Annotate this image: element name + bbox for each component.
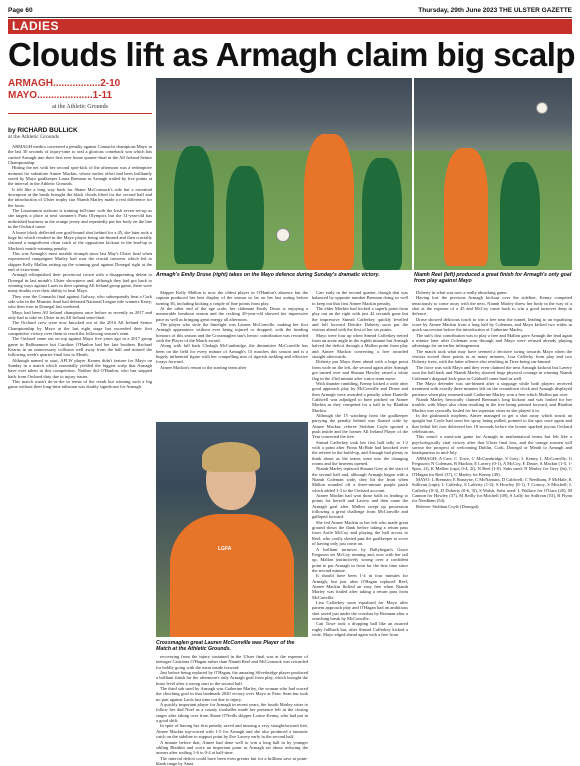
mayo-player-left xyxy=(174,146,214,264)
article-paragraph: Armagh relinquished their provincial crown with a disappointing defeat to Donegal in last month's Ulster showpiece and, although they had got back to winning ways against Laois in their opening All Ireland group game, there were many doubts over their ability to beat Mayo. xyxy=(8,272,152,294)
armagh-player-right xyxy=(304,134,354,270)
article-paragraph: The Orchard came out on top against Mayo five years ago in a 2017 group game in Ballinamore but Caroline O'Hanlon had her late brothers Rachael Kearns in an unnecessary collision well away from the ball and missed the following week's quarter-final loss to Meath. xyxy=(8,336,152,358)
article-paragraph: The interval deficit could have been even greater but for a brilliant save at point-blank range by Anna xyxy=(156,755,308,766)
article-paragraph: This match wasn't do-or-die in terms of the result but winning such a big game without their long-time talisman was doubly significant for Armagh. xyxy=(8,379,152,390)
article-paragraph: ARMAGH medics converted a penalty against Connacht champions Mayo in the last 30 seconds of injury-time to seal a glorious comeback win which has carried Armagh into their first ever home quarter-final in the All Ireland Senior Championship. xyxy=(8,144,152,166)
mayo-player-middle xyxy=(226,166,264,270)
article-paragraph: Sinead Cafferkey took her first half tally to 1-2 with a point after Fiona McHale had knocked over the referee in the build-up, and Armagh had plenty to think about as the teams went into the changing rooms and the heavens opened. xyxy=(312,439,408,466)
article-paragraph: They won the Connacht final against Galway, who subsequently beat a Cork side who in the Munster final had defeated National League title winners Kerry, who then won in Donegal last weekend. xyxy=(8,293,152,310)
article-paragraph: The player who stole the limelight was Lauren McConville, making her first Armagh appearance without ever being injured or dropped, with the heading honours of this season and the Crossmaglen star's heroic contribution was rewarded with the Player of the Match award. xyxy=(156,322,308,344)
article-column-1 xyxy=(8,144,152,731)
article-paragraph: Skipper Kelly Mallon is now the oldest player in O'Hanlon's absence but the captain produced her best display of the season so far on her last outing before turning 36, including kicking a couple of fine points from play. xyxy=(156,290,308,306)
article-paragraph: Mayo had been All Ireland champions once before as recently as 2017 and only had to take on Ulster in an All Ireland semi-final. xyxy=(8,309,152,320)
article-paragraph: At the other end of the age scale, her clubmate Emily Druse is enjoying a memorable breakout season and the crafting 20-year-old showed her impressive pace as well as bringing great energy all afternoon. xyxy=(156,306,308,322)
article-column-3 xyxy=(156,654,308,766)
sponsor-badge: LGFA xyxy=(218,546,232,552)
article-paragraph: Doherty in what was now a really absorbing game. xyxy=(416,290,508,295)
portrait-photo xyxy=(156,422,308,637)
article-paragraph: Although named to start, AFLW player Kearns didn't feature for Mayo on Sunday in a match which essentially yielded the biggest scalp that Armagh have ever taken in this competition. Neither did O'Hanlon, who has stepped back from Orchard duty due to injury issues. xyxy=(8,357,152,379)
article-paragraph: ARMAGH: A Carr; C Towe, C McCambridge; S Grey; L Kenny, L McConville, G Ferguson; N Coleman, B Mackin; E Lavery (0-1), A McCoy, E Druse; A Mackin (1-5, 1-0pen, 2f), K Mallon (capt; 0-4, 2f), N Reel (1-0). Subs used: N Marley for Grey (ht), C O'Hagan for Reel (37), C Marley for Kenny (49). xyxy=(412,455,572,477)
side-stand-bg xyxy=(414,78,572,151)
article-column-4 xyxy=(412,290,572,733)
armagh-player-reel xyxy=(444,148,488,266)
article-paragraph: The sub's first contribution was to play a free and Mallon gave Armagh the lead again a minute later after Coleman won through and Mayo were refused already playing advantage for an earlier infringement. xyxy=(412,332,572,349)
article-paragraph: Just before being replaced by O'Hagan, the amazing Silverbridge player produced a brilliant finish for the afternoon's only Armagh goal from play, which brought the hosts level after a strong start to the second half. xyxy=(156,670,308,686)
article-paragraph: Referee: Siobhan Coyle (Donegal). xyxy=(416,503,480,509)
side-photo-caption: Niamh Reel (left) produced a great finish for Armagh's only goal from play against Mayo xyxy=(414,272,572,284)
article-paragraph: The Mayo defender was sin-binned after a stoppage while both players received treatment with exactly three minutes left on the countdown clock and Armagh displayed patience when play resumed until Catherine Marley won a free which Mallon put over. xyxy=(412,380,572,397)
article-column-3b xyxy=(312,290,408,733)
article-paragraph: The force was with Mayo and they even claimed the next Armagh kickout but Lavery won the ball back and Niamh Marley showed huge physical courage in winning Niamh Coleman's diagonal kick-pass as Caldwell came hard as well. xyxy=(412,364,572,381)
main-action-photo xyxy=(156,78,412,270)
page-header xyxy=(8,4,572,16)
article-paragraph: The Lissummon stalwart is training full-time with the Irish seven set-up as she targets a place at next summer's Paris Olympics but the 31-year-old has unfinished business in the orange jersey and repeatedly put her body on the line in the Orchard cause. xyxy=(8,208,152,230)
side-football xyxy=(536,102,548,114)
article-paragraph: This was Armagh's most notable triumph since last May's Ulster final when experienced campaigner Marley had won the crucial turnover which led to skipper Kelly Mallon setting up the winning goal against Donegal right at the end of extra-time. xyxy=(8,250,152,272)
article-paragraph: The Orchard crew were now knocked out of the 2016 All Ireland Senior Championship by Mayo at the last eight stage but exceeded their first competitive victory over them to reach the following season's semi. xyxy=(8,320,152,337)
article-paragraph: The elder Mackin had kicked a superb point from play out on the right with just 42 seconds gone but the impressive Sinead Cafferkey quickly levelled and full forward Deirdre Doherty soon put the visitors ahead with the first of her six points. xyxy=(312,306,408,333)
article-paragraph: Along with full back Clodagh McCambridge, the dimunitive McConville has been on the field for every minute of Armagh's 13 matches this season and is a hugely influential figure with her compelling mix of tigerish tackling and effective forays forward. xyxy=(156,343,308,365)
byline-venue: at the Athletic Grounds xyxy=(8,134,60,140)
stand-bg xyxy=(156,78,412,151)
article-paragraph: Lisa Cafferkey soon equalised for Mayo after patient approach play and O'Hagan had an ambitious shot saved just under the crossbar by Brennan after a searching break by McConville. xyxy=(312,599,408,621)
article-paragraph: Having lost the previous Armagh kickout over the sideline, Kenny competed tenaciously to come away with the next, Niamh Marley threw her body in the way of a shot at the expense of a 45 and McCoy came back to win a good turnover deep in defence. xyxy=(412,295,572,317)
article-paragraph: MAYO: L Brennan; E Ronayne, C McNamara, D Caldwell; C Needham, F McHale, K Sullivan (capt); L Cafferky, S Lafferty (1-2); S Howley (0-1), T Conroy, S Mitchell; L Cafferky (0-3), D Doherty (0-6, 3f), S Walsh. Subs used: L Wallace for O'Gara (20), M Cannon for Howley (37), M Reilly for Mitchell (49), S Lally for Sullivan (53), R Flynn for Needham (54). xyxy=(412,477,573,504)
main-photo-caption: Armagh's Emily Druse (right) takes on the Mayo defence during Sunday's dramatic victory. xyxy=(156,272,380,278)
football xyxy=(276,228,290,242)
article-paragraph: The match took what may have seemed a decisive swing towards Mayo when the visitors scored three points in as many minutes, Lisa Cafferky from play and two Doherty frees, with the latter offence also resulting in Tiree being sin-binned. xyxy=(412,348,572,365)
article-paragraph: Mayo were four up when Sinead Cafferkey netted from an acute angle in the eighth minute but Armagh halved the deficit through a Mallon point from play and Aimee Mackin converting a free awarded straight afterwards. xyxy=(312,332,408,360)
mayo-defender xyxy=(500,162,540,266)
section-band xyxy=(8,19,572,34)
player-jersey xyxy=(170,514,294,637)
score-box xyxy=(8,78,152,128)
article-paragraph: She fed Aimee Mackin to her left who made great ground down the flank before taking a return pass from Aoife McCoy and playing the ball across to Reel, who coolly slotted past the goalkeeper to score of having only just come on. xyxy=(312,519,408,547)
article-paragraph: This wasn't a must-win game for Armagh in mathematical terms but felt like a psychologically vital victory after that Ulster final loss, and the orange women will savour the prospect of welcoming Dublin, Cork, Donegal or Meath to Armagh and headquarters in mid-July. xyxy=(412,434,572,456)
issue-date: Thursday, 29th June 2023 THE ULSTER GAZETTE xyxy=(418,6,572,14)
article-paragraph: recovering from the injury sustained in the Ulster final was at the expense of teenager Caitriona O'Hagan rather than Niamh Reel and McCormack was rewarded for boldly going with the extra inside forward. xyxy=(156,654,308,670)
section-label: LADIES xyxy=(12,19,60,33)
score-venue: at the Athletic Grounds xyxy=(52,104,108,110)
article-paragraph: In spite of having her first penalty saved and missing a very straightforward free, Aimee Mackin top-scored with 1-5 for Armagh and she also produced a fantastic catch on the sideline to support point by Eve Lavery early in the second half. xyxy=(156,723,308,740)
article-paragraph: With thunder rumbling, Kenny kicked a wide after good approach play by McConville and Druse and then Armagh were awarded a penalty when Danielle Caldwell was adjudged to have pitched on Aimee Mackin as they competed for a ball in by Blaithin Mackin. xyxy=(312,380,408,413)
page-number: Page 60 xyxy=(8,6,33,14)
player-hair xyxy=(202,442,260,472)
article-paragraph: Aimee Mackin's return to the starting team after xyxy=(160,364,247,370)
byline-author: by RICHARD BULLICK xyxy=(8,127,78,134)
article-paragraph: Although the 15 watching from the goalkeeper parrying the penalty behind was floated wide by Aimee Mackin, referee Siobhan Coyle spotted a push inside and the former All Ireland Player of the Year converted the free. xyxy=(312,412,408,440)
score-mayo: MAYO....................1-11 xyxy=(8,90,113,101)
article-paragraph: Druse showed delicious touch to win a free near the tunnel, leading to an equalising score by Aimee Mackin from a long ball by Coleman, and Mayo kicked two wides in quick succession before the introduction of Catherine Marley. xyxy=(412,316,572,333)
header-rule xyxy=(8,17,572,18)
article-paragraph: Cait Towe took a dropping ball like an assured rugby fullback but, after Sinead Cafferkey kicked a wide, Mayo edged ahead again with a free from xyxy=(312,621,408,637)
article-paragraph: A brilliant turnover by Ballyhegan's Grace Ferguson set McCoy running and, now with her tail up, Mallon instinctively wrong over a confident point to put Armagh in front for the first time since the second minute. xyxy=(312,546,408,573)
article-column-2 xyxy=(156,290,308,418)
article-paragraph: A quickly important player for Armagh in recent years, the fourth Marley sister to follow her dad Noel as a county footballer made her presence felt in the closing stages after taking over from Shane O'Neills skipper Louise Kenny, who had put in a good shift. xyxy=(156,702,308,724)
mayo-player-right xyxy=(362,158,402,270)
side-action-photo xyxy=(414,78,572,270)
score-armagh: ARMAGH.................2-10 xyxy=(8,78,121,89)
article-paragraph: A minute before that, Aimee had done well to win a long ball in by younger sibling Blaithin and score an important point as Armagh set about reducing the arrears after trailing 1-6 to 0-4 at half-time. xyxy=(156,739,308,756)
headline: Clouds lift as Armagh claim big scalp xyxy=(8,36,576,73)
article-paragraph: Aimee Mackin had won those balls in leading to points for herself and Lavery and then came the Armagh goal after Mallon swept up possession following a great challenge from McConville and galloped forward. xyxy=(312,493,408,520)
article-paragraph: A brave block deflected one goal-bound shot behind for a 45, she later took a huge hit which resulted in the Mayo player being sin-binned and then crucially claimed a magnificent clean catch of the opposition kickout in the lead-up to Mackin's match-winning penalty. xyxy=(8,229,152,251)
score-rule xyxy=(8,113,152,114)
article-paragraph: Doherty put Mayo three ahead with a huge point from wide on the left, the second again after Armagh got turned over and Shauna Howley raised a white flag in the 23rd minute after a nice team move. xyxy=(312,359,408,381)
article-paragraph: It felt like a long way back for Shane McCormack's side but a torrential downpour at the break brought the black clouds lifted for the second half and the introduction of Ulster trophy star Niamh Marley made a real difference for the hosts. xyxy=(8,186,152,208)
article-paragraph: It should have been 1-4 in four minutes for Armagh, but just after O'Hagan replaced Reel, Aimee Mackin fluffed an easy free when Niamh Marley was fouled after taking a return pass from McConville. xyxy=(312,573,408,600)
portrait-caption: Crossmaglen great Lauren McConville was Player of the Match at the Athletic Grounds. xyxy=(156,640,295,652)
article-paragraph: Hitting the net with her second spot-kick of the afternoon was a redemptive moment for substitute Aimee Mackin, whose earlier effort had been brilliantly saved by Mayo goalkeeper Laura Brennan as Armagh trailed by five points at the interval in the Athletic Grounds. xyxy=(8,165,152,187)
article-paragraph: Niamh Marley replaced Shauna Grey at the start of the second half and, although Armagh began with a Niamh Coleman wide, they hit the front when Mallon rounded off a three-minute purple patch which added 1-3 to the Orchard account. xyxy=(312,466,408,493)
article-paragraph: In the goalmouth mayhem, Aimee managed to get a shot away which struck an upright but Coyle had soon her spray being pulled, pointed to the spot once again and that lethal left foot delivered her 18 seconds before the hooter sparked joyous Orchard celebrations. xyxy=(412,412,572,434)
article-paragraph: The third sub used by Armagh was Catherine Marley, the woman who had scored the clinching goal in that landmark 2020 victory over Mayo at Pairc Sean but took no part against Laois last time out due to injury. xyxy=(156,686,308,702)
byline xyxy=(8,127,152,140)
article-paragraph: Niamh Marley heroically claimed Brennan's long kickout and was fouled for her trouble, with Mayo also clean resulting in the free being pointed forward, and Blaithin Mackin was cynically fouled for her superstar sister as she played it in. xyxy=(412,396,572,413)
article-paragraph: Carr early in the second quarter, though that was balanced by opposite number Brennan doing so well to keep out that first Aimee Mackin penalty. xyxy=(312,290,408,306)
